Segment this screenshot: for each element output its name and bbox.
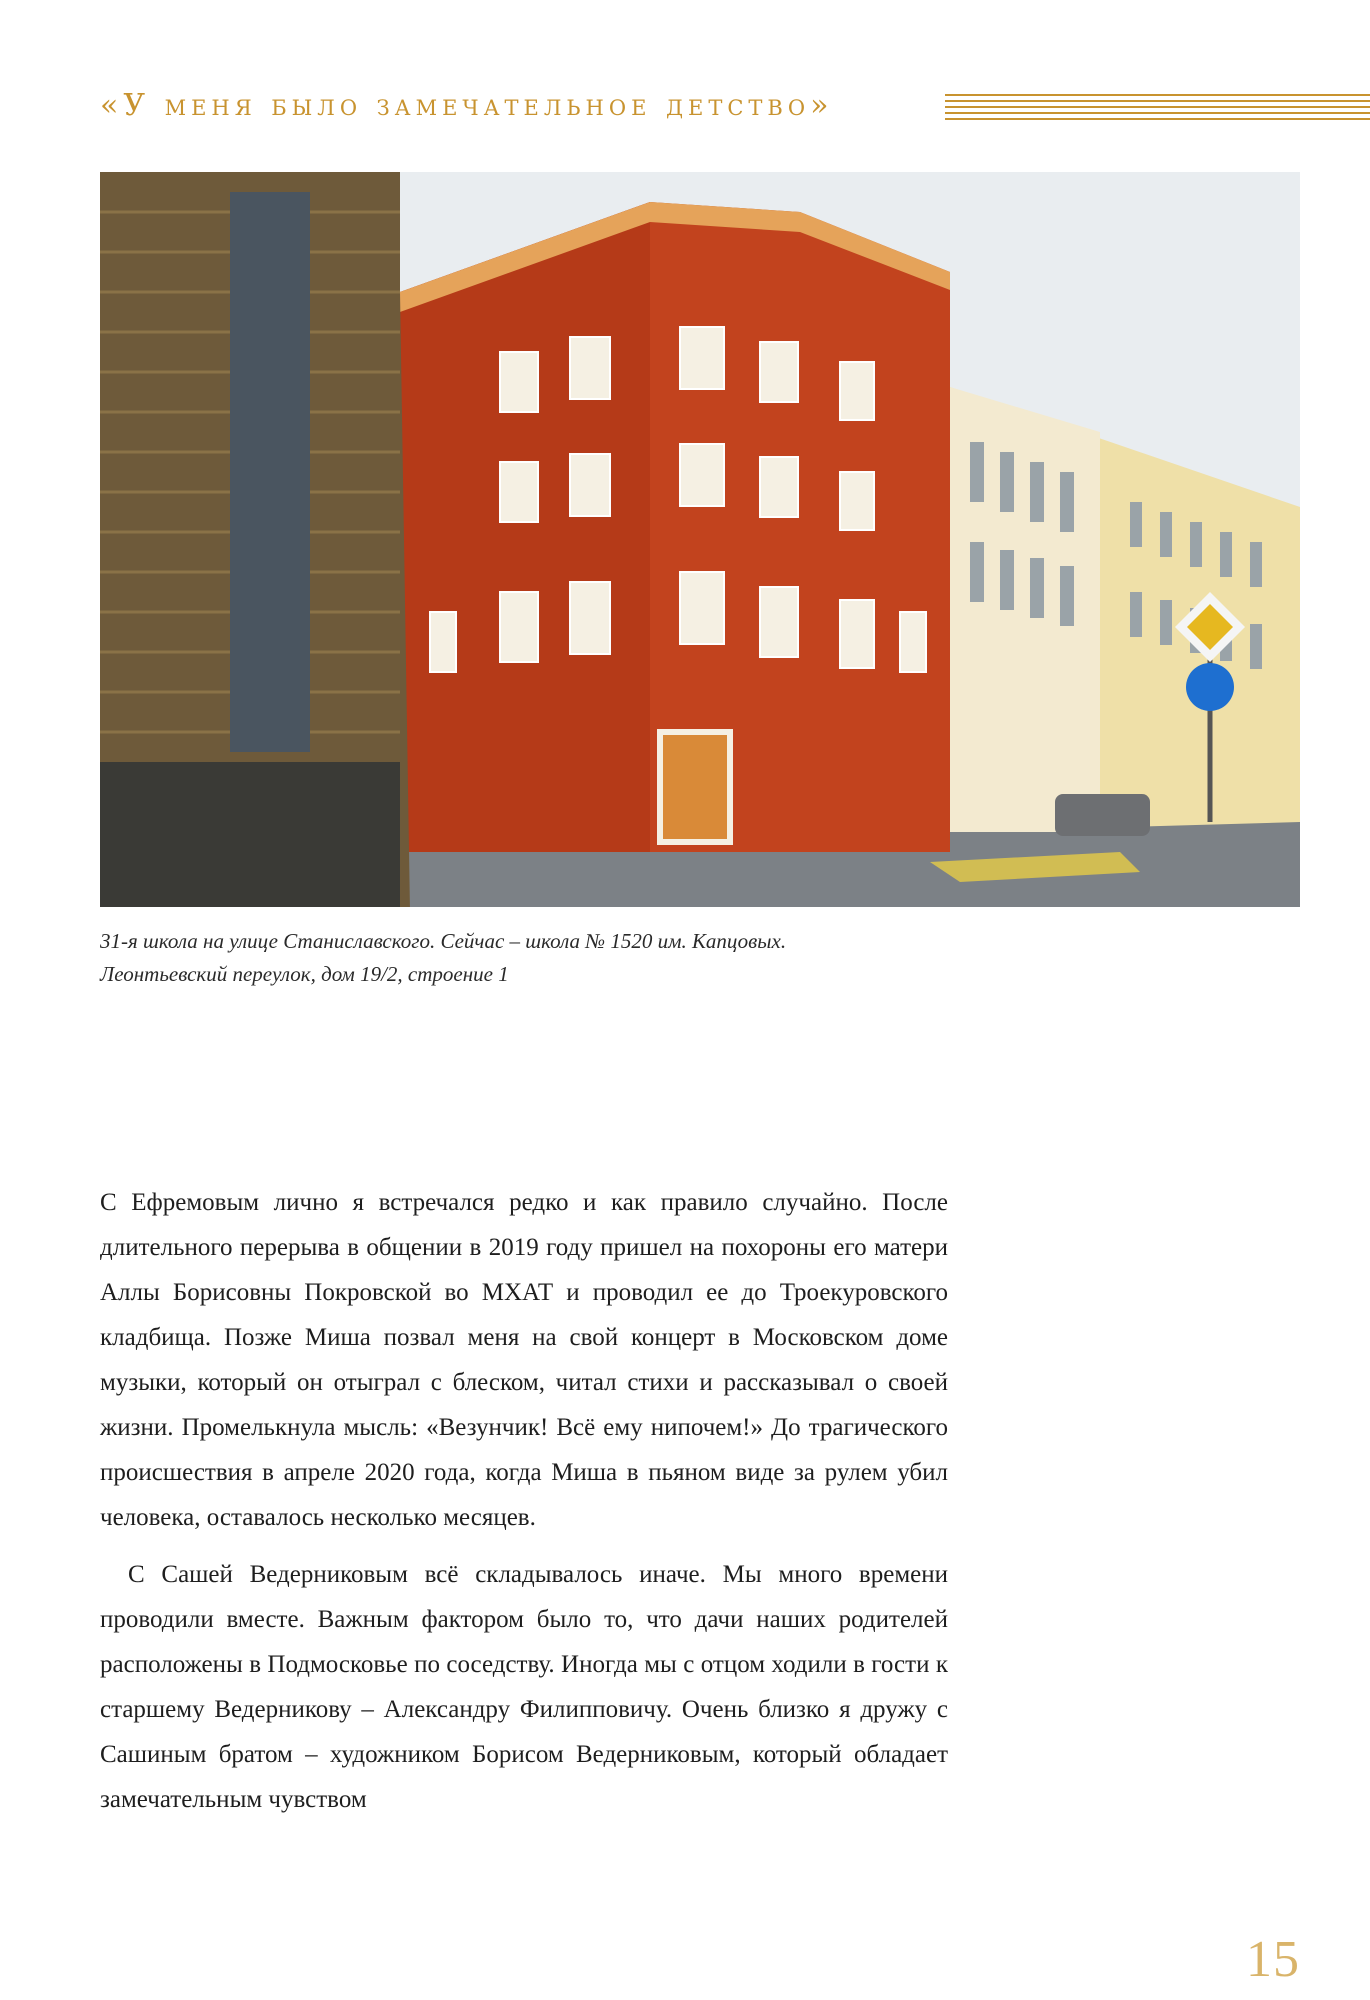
page-number: 15	[1246, 1931, 1300, 1988]
photo-caption	[100, 925, 1300, 991]
paragraph-1: С Ефремовым лично я встречался редко и как правило случайно. После длительного перерыва в общении в 2019 году пришел на похороны его матери Аллы Борисовны Покровской во МХАТ и проводил ее до Троекуровского кладбища. Позже Миша позвал меня на свой концерт в Московском доме музыки, который он отыграл с блеском, читал стихи и рассказывал о своей жизни. Промелькнула мысль: «Везунчик! Всё ему нипочем!» До трагического происшествия в апреле 2020 года, когда Миша в пьяном виде за рулем убил человека, оставалось несколько месяцев.	[100, 1189, 948, 1531]
header-ornament-lines	[945, 94, 1370, 124]
photo-fence	[100, 762, 400, 907]
caption-line-1: 31-я школа на улице Станиславского. Сейчас – школа № 1520 им. Капцовых.	[100, 929, 787, 953]
photo-car	[1055, 794, 1150, 836]
photo-direction-sign	[1186, 663, 1234, 711]
school-building-photo	[100, 172, 1300, 907]
running-header	[100, 88, 1370, 132]
caption-line-2: Леонтьевский переулок, дом 19/2, строение 1	[100, 962, 509, 986]
photo-entrance	[660, 732, 730, 842]
running-header-title: «У меня было замечательное детство»	[100, 88, 834, 123]
paragraph-2: С Сашей Ведерниковым всё складывалось иначе. Мы много времени проводили вместе. Важным фактором было то, что дачи наших родителей расположены в Подмосковье по соседству. Иногда мы с отцом ходили в гости к старшему Ведерникову – Александру Филипповичу. Очень близко я дружу с Сашиным братом – художником Борисом Ведерниковым, который обладает замечательным чувством	[100, 1561, 948, 1813]
body-text	[100, 1180, 948, 1834]
